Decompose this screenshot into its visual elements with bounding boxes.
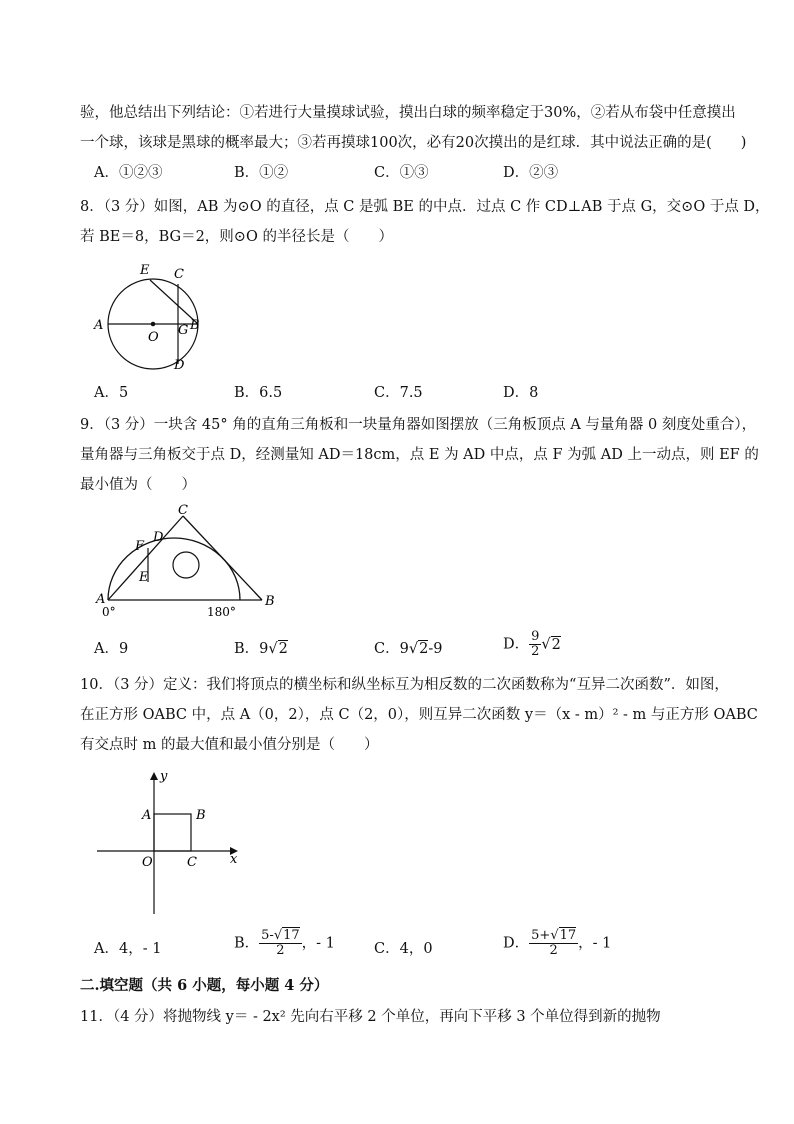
q10-label-x: x xyxy=(230,852,238,867)
q9-option-d-numerator: 9 xyxy=(531,629,540,644)
q9-protractor-hole xyxy=(173,552,199,578)
q10-option-d-num-lead: 5+ xyxy=(531,928,551,943)
q9-label-d: D xyxy=(153,530,164,545)
q9-label-a: A xyxy=(96,592,106,607)
q10-label-o: O xyxy=(142,855,153,870)
q9-triangle-protractor-figure xyxy=(90,500,290,618)
q9-line-1: 9．（3 分）一块含 45° 角的直角三角板和一块量角器如图摆放（三角板顶点 A 与量角器 0 刻度处重合）， xyxy=(80,417,757,433)
q8-label-o: O xyxy=(148,330,159,345)
q10-option-d-prefix: D． xyxy=(503,935,530,952)
q7-option-d: D．②③ xyxy=(503,165,559,181)
q10-option-b-denominator: 2 xyxy=(276,943,285,958)
q8-option-a: A．5 xyxy=(94,385,129,401)
q10-label-c: C xyxy=(187,855,197,870)
q10-option-b-tail: ，- 1 xyxy=(301,935,335,952)
q8-label-d: D xyxy=(174,358,185,373)
q9-option-d-prefix: D． xyxy=(503,636,530,653)
q10-option-d-radicand: 17 xyxy=(559,928,577,943)
q8-option-d: D．8 xyxy=(503,385,539,401)
q10-option-b-prefix: B． xyxy=(234,935,260,952)
q7-option-b: B．①② xyxy=(234,165,289,181)
q10-label-b: B xyxy=(196,808,206,823)
q10-line-1: 10．（3 分）定义：我们将顶点的横坐标和纵坐标互为相反数的二次函数称为“互异二次函数”．如图， xyxy=(80,677,729,693)
q10-square-oabc xyxy=(154,814,191,851)
q10-option-b-numerator: 5-√17 xyxy=(261,928,300,943)
q9-option-b-prefix: B． xyxy=(234,641,260,657)
q7-line-1: 验，他总结出下列结论：①若进行大量摸球试验，摸出白球的频率稳定于30%，②若从布袋中任意摸出 xyxy=(80,105,736,121)
q10-option-d-fraction xyxy=(529,929,578,958)
q9-option-a: A．9 xyxy=(94,641,129,657)
q10-option-d-tail: ，- 1 xyxy=(578,935,612,952)
q10-option-d xyxy=(503,929,611,958)
q10-option-b-radicand: 17 xyxy=(283,928,300,943)
q8-option-b: B．6.5 xyxy=(234,385,283,401)
q9-line-3: 最小值为（ ） xyxy=(80,477,196,493)
q7-option-c: C．①③ xyxy=(374,165,429,181)
q9-option-b-coef: 9 xyxy=(259,641,269,657)
q9-label-0deg: 0° xyxy=(102,605,116,618)
q9-option-c-radicand: 2 xyxy=(419,641,429,657)
q9-option-b-radicand: 2 xyxy=(278,641,288,657)
q8-label-g: G xyxy=(178,323,189,338)
q9-option-d-radicand: 2 xyxy=(551,636,561,653)
q8-label-e: E xyxy=(140,263,150,278)
q10-line-3: 有交点时 m 的最大值和最小值分别是（ ） xyxy=(80,737,379,753)
q8-option-c: C．7.5 xyxy=(374,385,423,401)
q10-label-y: y xyxy=(160,769,168,784)
q11-line-1: 11．（4 分）将抛物线 y＝ - 2x² 先向右平移 2 个单位，再向下平移 3 个单位得到新的抛物 xyxy=(80,1009,661,1025)
q10-label-a: A xyxy=(142,808,152,823)
q9-line-2: 量角器与三角板交于点 D，经测量知 AD＝18cm，点 E 为 AD 中点，点 F 为弧 AD 上一动点，则 EF 的 xyxy=(80,447,759,463)
q9-label-b: B xyxy=(265,594,275,609)
section-2-heading: 二.填空题（共 6 小题，每小题 4 分） xyxy=(80,977,329,994)
q9-option-d-fraction xyxy=(529,630,541,659)
q10-option-b xyxy=(234,929,335,958)
q10-option-b-num-lead: 5- xyxy=(261,928,274,943)
q8-label-b: B xyxy=(190,318,200,333)
q9-option-b: B．9√2 xyxy=(234,641,288,657)
q10-line-2: 在正方形 OABC 中，点 A（0，2），点 C（2，0），则互异二次函数 y＝（x - m）² - m 与正方形 OABC xyxy=(80,707,758,723)
q10-option-d-numerator: 5+√17 xyxy=(531,928,577,943)
q10-y-axis-arrow xyxy=(150,772,158,780)
q8-center-dot xyxy=(151,322,156,327)
q7-option-a: A．①②③ xyxy=(94,165,163,181)
q8-label-c: C xyxy=(174,267,184,282)
q10-option-b-fraction xyxy=(259,929,302,958)
q9-option-c-coef: 9 xyxy=(399,641,409,657)
q10-option-a: A．4，- 1 xyxy=(94,941,162,957)
q9-option-c: C．9√2-9 xyxy=(374,641,443,657)
q8-label-a: A xyxy=(94,318,104,333)
q9-label-c: C xyxy=(178,503,188,518)
q9-option-c-tail: -9 xyxy=(428,641,443,657)
q8-circle-figure xyxy=(90,258,210,373)
q10-option-c: C．4，0 xyxy=(374,941,433,957)
q10-coordinate-figure xyxy=(94,766,244,918)
q7-line-2: 一个球，该球是黑球的概率最大；③若再摸球100次，必有20次摸出的是红球．其中说法正确的是( ) xyxy=(80,135,747,151)
q9-label-f: F xyxy=(135,539,145,554)
q9-option-d: D． $\frac{9}{2}$ √2 xyxy=(503,629,561,659)
q9-label-e: E xyxy=(139,570,149,585)
q9-label-180deg: 180° xyxy=(207,605,236,618)
q9-option-d-denominator: 2 xyxy=(531,644,540,659)
q9-option-c-prefix: C． xyxy=(374,641,400,657)
q10-option-d-denominator: 2 xyxy=(549,943,558,958)
q8-line-1: 8．（3 分）如图，AB 为⊙O 的直径，点 C 是弧 BE 的中点．过点 C 作 CD⊥AB 于点 G，交⊙O 于点 D， xyxy=(80,199,770,215)
q8-line-2: 若 BE＝8，BG＝2，则⊙O 的半径长是（ ） xyxy=(80,229,393,245)
q9-side-ac xyxy=(108,516,183,600)
